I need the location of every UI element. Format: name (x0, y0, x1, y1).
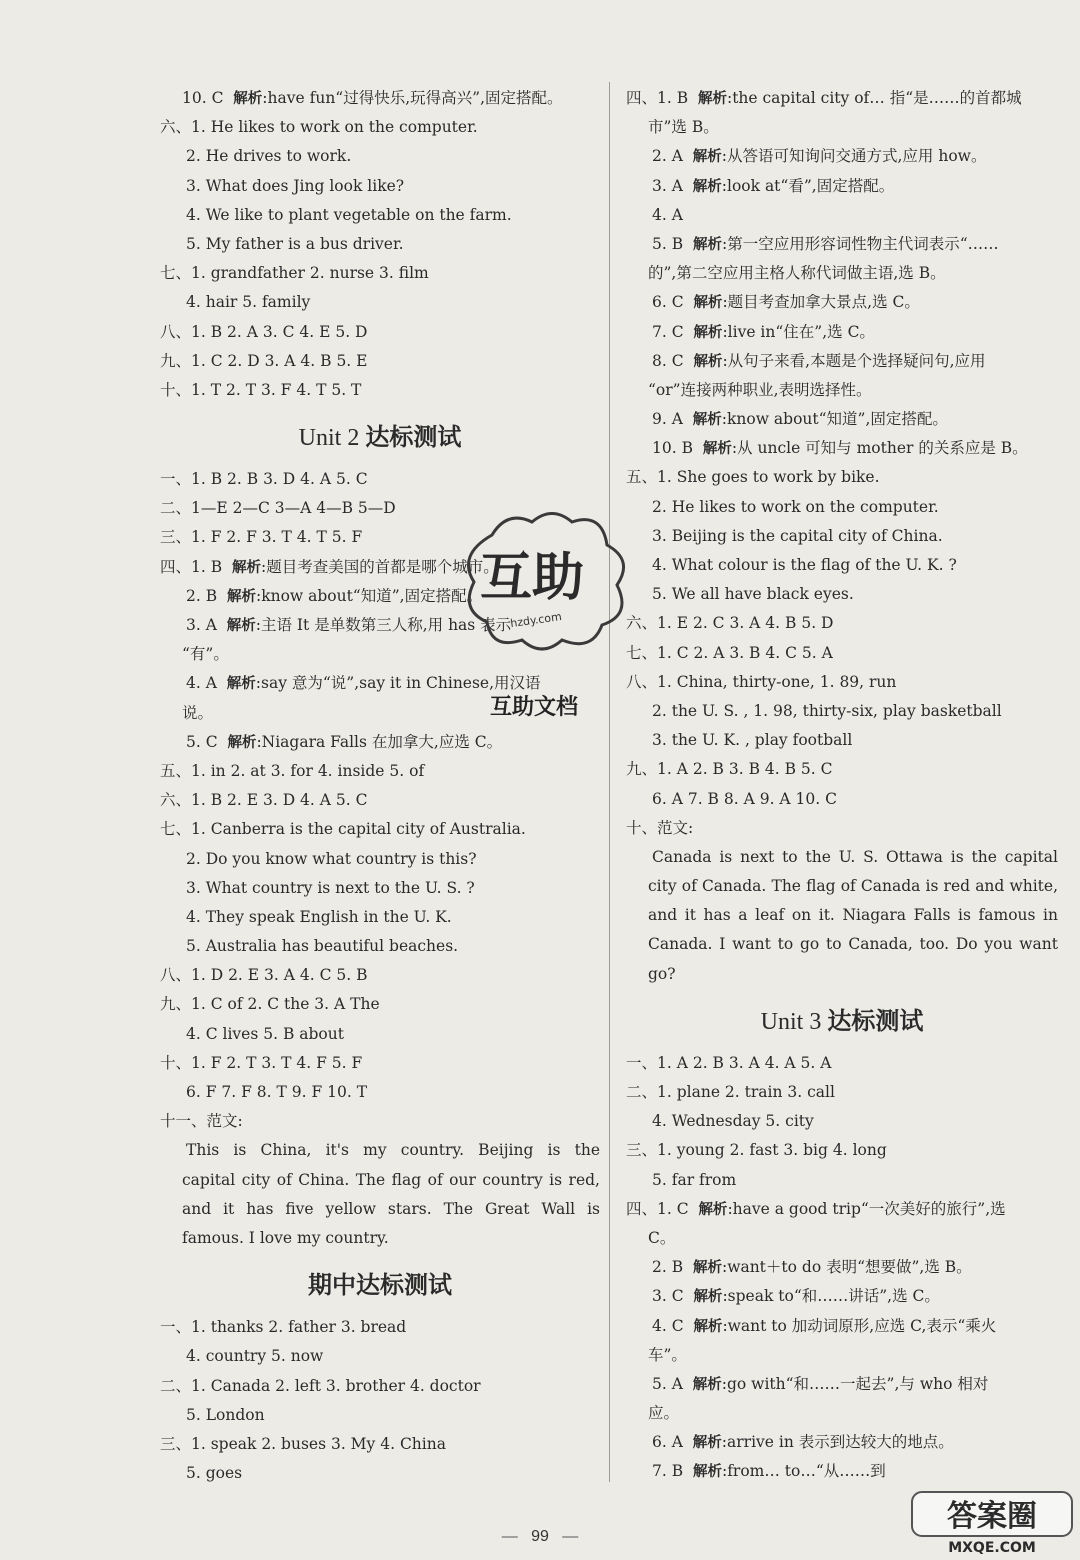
text-line (160, 932, 600, 961)
line-text: famous. I love my country. (182, 1228, 389, 1247)
text-line (160, 757, 600, 786)
line-text: C。 (648, 1228, 676, 1247)
line-text: 2. He drives to work. (186, 147, 352, 166)
item-label: 4. C (652, 1316, 684, 1335)
text-line (626, 84, 1058, 113)
text-line (626, 1224, 1058, 1253)
line-text: :arrive in 表示到达较大的地点。 (721, 1433, 954, 1452)
answer-circle-logo (908, 1488, 1076, 1558)
text-line (626, 843, 1058, 872)
line-text: 二、1. plane 2. train 3. call (626, 1083, 835, 1101)
text-line (160, 376, 600, 405)
watermark-stamp-url: hzdy.com (509, 610, 563, 631)
left-block-midterm (160, 1313, 600, 1488)
text-line (626, 1078, 1058, 1107)
text-line (626, 901, 1058, 930)
line-text: 三、1. speak 2. buses 3. My 4. China (160, 1434, 446, 1453)
line-text: 2. Do you know what country is this? (186, 849, 477, 868)
line-text: 九、1. A 2. B 3. B 4. B 5. C (626, 760, 833, 779)
analysis-keyword: 解析 (693, 295, 723, 312)
text-line (626, 668, 1058, 697)
line-text: 一、1. thanks 2. father 3. bread (160, 1318, 407, 1337)
text-line (160, 845, 600, 874)
line-text: 一、1. A 2. B 3. A 4. A 5. A (626, 1053, 832, 1072)
analysis-keyword: 解析 (693, 324, 723, 341)
text-line (160, 1078, 600, 1107)
text-line (626, 551, 1058, 580)
analysis-keyword: 解析 (693, 1289, 723, 1306)
text-line (626, 434, 1058, 463)
text-line (160, 1166, 600, 1195)
line-text: :from… to…“从……到 (721, 1462, 886, 1481)
item-label: 四、1. C (626, 1199, 689, 1218)
item-label: 10. B (652, 439, 693, 458)
line-text: “or”连接两种职业,表明选择性。 (648, 380, 872, 399)
text-line (626, 755, 1058, 784)
item-label: 5. C (186, 732, 218, 751)
line-text: 3. the U. K. , play football (652, 731, 853, 750)
line-text: 五、1. in 2. at 3. for 4. inside 5. of (160, 761, 425, 780)
text-line (626, 201, 1058, 230)
line-text: :say 意为“说”,say it in Chinese,用汉语 (255, 674, 541, 693)
line-text: 3. What does Jing look like? (186, 176, 405, 195)
analysis-keyword: 解析 (693, 1318, 723, 1335)
text-line (160, 903, 600, 932)
text-line (626, 493, 1058, 522)
analysis-keyword: 解析 (226, 588, 256, 605)
text-line (626, 1428, 1058, 1457)
analysis-keyword: 解析 (227, 734, 257, 751)
text-line (626, 639, 1058, 668)
text-line (626, 463, 1058, 492)
text-line (160, 84, 600, 113)
left-block-unit1-tail (160, 84, 600, 405)
text-line (160, 230, 600, 259)
analysis-keyword: 解析 (692, 1260, 722, 1277)
text-line (626, 814, 1058, 843)
item-label: 5. A (652, 1374, 683, 1393)
text-line (160, 172, 600, 201)
text-line (626, 405, 1058, 434)
text-line (626, 1253, 1058, 1282)
line-text: 应。 (648, 1404, 680, 1423)
text-line (626, 522, 1058, 551)
text-line (626, 930, 1058, 959)
text-line (160, 1195, 600, 1224)
text-line (626, 172, 1058, 201)
logo-url: MXQE.COM (948, 1540, 1036, 1556)
line-text: 三、1. F 2. F 3. T 4. T 5. F (160, 528, 363, 547)
line-text: :the capital city of… 指“是……的首都城 (726, 89, 1022, 107)
line-text: 七、1. C 2. A 3. B 4. C 5. A (626, 643, 833, 662)
text-line (160, 201, 600, 230)
text-line (626, 785, 1058, 814)
line-text: :want＋to do 表明“想要做”,选 B。 (721, 1258, 972, 1277)
line-text: :speak to“和……讲话”,选 C。 (722, 1287, 940, 1306)
text-line (160, 1107, 600, 1136)
analysis-keyword: 解析 (692, 1464, 722, 1481)
line-text: :从 uncle 可知与 mother 的关系应是 B。 (731, 439, 1028, 458)
analysis-keyword: 解析 (692, 412, 722, 429)
heading-unit2: Unit 2 达标测试 (298, 423, 462, 452)
heading-unit3: Unit 3 达标测试 (760, 1006, 924, 1035)
line-text: 4. Wednesday 5. city (652, 1112, 814, 1131)
text-line (626, 142, 1058, 171)
text-line (626, 1341, 1058, 1370)
text-line (160, 961, 600, 990)
line-text: 5. My father is a bus driver. (186, 234, 404, 253)
line-text: 九、1. C 2. D 3. A 4. B 5. E (160, 351, 368, 370)
line-text: 十、1. F 2. T 3. T 4. F 5. F (160, 1053, 363, 1072)
line-text: 5. goes (186, 1464, 243, 1483)
line-text: 5. London (186, 1405, 265, 1424)
line-text: 七、1. grandfather 2. nurse 3. film (160, 264, 429, 283)
text-line (626, 1312, 1058, 1341)
line-text: 4. hair 5. family (186, 293, 311, 312)
analysis-keyword: 解析 (692, 1376, 722, 1393)
line-text: 一、1. B 2. B 3. D 4. A 5. C (160, 470, 368, 489)
line-text: 4. C lives 5. B about (186, 1024, 344, 1043)
line-text: :题目考查加拿大景点,选 C。 (722, 293, 920, 312)
line-text: 4. country 5. now (186, 1347, 324, 1366)
text-line (626, 318, 1058, 347)
item-label: 2. B (186, 586, 218, 605)
line-text: :go with“和……一起去”,与 who 相对 (721, 1374, 989, 1393)
line-text: 4. They speak English in the U. K. (186, 907, 452, 926)
line-text: 三、1. young 2. fast 3. big 4. long (626, 1141, 887, 1160)
text-line (626, 1195, 1058, 1224)
text-line (160, 1430, 600, 1459)
text-line (160, 318, 600, 347)
item-label: 3. A (652, 176, 683, 195)
text-line (160, 113, 600, 142)
line-text: :have fun“过得快乐,玩得高兴”,固定搭配。 (262, 89, 563, 107)
line-text: 说。 (182, 703, 214, 722)
analysis-keyword: 解析 (692, 178, 722, 195)
item-label: 3. C (652, 1287, 684, 1306)
analysis-keyword: 解析 (698, 1201, 728, 1218)
line-text: and it has five yellow stars. The Great Wall is (182, 1199, 600, 1218)
page-number: 99 (531, 1528, 549, 1545)
right-column (626, 84, 1058, 1487)
item-label: 8. C (652, 351, 684, 370)
text-line (626, 230, 1058, 259)
text-line (160, 728, 600, 757)
line-text: Canada is next to the U. S. Ottawa is the capital (652, 847, 1058, 866)
analysis-keyword: 解析 (226, 676, 256, 693)
line-text: 六、1. E 2. C 3. A 4. B 5. D (626, 614, 834, 633)
text-line (160, 1136, 600, 1165)
text-line (626, 872, 1058, 901)
analysis-keyword: 解析 (692, 149, 722, 166)
logo-text: 答案圈 (947, 1499, 1037, 1534)
line-text: :从答语可知询问交通方式,应用 how。 (721, 147, 987, 166)
text-line (160, 1459, 600, 1488)
watermark-stamp-text: 互助 (480, 548, 585, 608)
heading-midterm: 期中达标测试 (308, 1271, 452, 1300)
line-text: 二、1—E 2—C 3—A 4—B 5—D (160, 499, 396, 518)
text-line (626, 580, 1058, 609)
analysis-keyword: 解析 (226, 618, 256, 634)
right-block-unit3 (626, 1049, 1058, 1487)
text-line (626, 960, 1058, 989)
text-line (160, 1049, 600, 1078)
line-text: 2. He likes to work on the computer. (652, 497, 939, 516)
line-text: :live in“住在”,选 C。 (722, 322, 875, 341)
line-text: 3. Beijing is the capital city of China. (652, 526, 943, 545)
line-text: 6. A 7. B 8. A 9. A 10. C (652, 789, 837, 808)
text-line (160, 142, 600, 171)
analysis-keyword: 解析 (702, 441, 732, 458)
text-line (160, 1020, 600, 1049)
line-text: 八、1. B 2. A 3. C 4. E 5. D (160, 322, 368, 341)
line-text: 5. Australia has beautiful beaches. (186, 937, 459, 956)
line-text: capital city of China. The flag of our country is red, (182, 1170, 600, 1189)
text-line (626, 1282, 1058, 1311)
item-label: 7. C (652, 322, 684, 341)
line-text: :know about“知道”,固定搭配。 (721, 410, 948, 429)
watermark-stamp (452, 500, 642, 660)
text-line (160, 874, 600, 903)
text-line (160, 259, 600, 288)
text-line (626, 726, 1058, 755)
text-line (160, 815, 600, 844)
line-text: 七、1. Canberra is the capital city of Australia. (160, 820, 526, 839)
line-text: 六、1. B 2. E 3. D 4. A 5. C (160, 791, 368, 810)
text-line (626, 609, 1058, 638)
item-label: 4. A (186, 674, 217, 693)
line-text: :have a good trip“一次美好的旅行”,选 (727, 1199, 1006, 1218)
line-text: :第一空应用形容词性物主代词表示“…… (721, 234, 999, 253)
line-text: 6. F 7. F 8. T 9. F 10. T (186, 1083, 368, 1101)
text-line (626, 697, 1058, 726)
analysis-keyword: 解析 (231, 559, 261, 576)
line-text: city of Canada. The flag of Canada is red and white, (648, 877, 1058, 896)
line-text: 4. A (652, 205, 683, 224)
text-line (626, 376, 1058, 405)
line-text: 九、1. C of 2. C the 3. A The (160, 995, 380, 1014)
text-line (626, 1399, 1058, 1428)
line-text: 八、1. D 2. E 3. A 4. C 5. B (160, 966, 368, 985)
text-line (626, 1049, 1058, 1078)
line-text: 车”。 (648, 1345, 687, 1364)
analysis-keyword: 解析 (693, 353, 723, 370)
text-line (160, 465, 600, 494)
line-text: :look at“看”,固定搭配。 (721, 176, 895, 195)
text-line (160, 1372, 600, 1401)
left-column (160, 84, 600, 1488)
item-label: 6. C (652, 293, 684, 312)
item-label: 5. B (652, 234, 684, 253)
line-text: 五、1. She goes to work by bike. (626, 468, 880, 487)
line-text: :want to 加动词原形,应选 C,表示“乘火 (722, 1316, 997, 1335)
analysis-keyword: 解析 (692, 1435, 722, 1452)
line-text: 3. What country is next to the U. S. ? (186, 878, 475, 897)
text-line (160, 1224, 600, 1253)
text-line (626, 288, 1058, 317)
line-text: 市”选 B。 (648, 118, 719, 137)
item-label: 四、1. B (626, 89, 689, 107)
column-divider (609, 82, 610, 1482)
text-line (626, 113, 1058, 142)
line-text: 八、1. China, thirty-one, 1. 89, run (626, 672, 897, 691)
analysis-keyword: 解析 (692, 236, 722, 253)
line-text: 5. far from (652, 1170, 737, 1189)
line-text: 十一、范文: (160, 1112, 243, 1131)
line-text: :从句子来看,本题是个选择疑问句,应用 (722, 351, 986, 370)
text-line (626, 1166, 1058, 1195)
item-label: 9. A (652, 410, 683, 429)
line-text: 2. the U. S. , 1. 98, thirty-six, play basketball (652, 701, 1002, 720)
text-line (160, 288, 600, 317)
watermark-caption: 互助文档 (490, 695, 579, 720)
line-text: 六、1. He likes to work on the computer. (160, 118, 478, 137)
line-text: 4. We like to plant vegetable on the farm. (186, 205, 512, 224)
text-line (626, 1107, 1058, 1136)
item-label: 3. A (186, 616, 217, 634)
line-text: :Niagara Falls 在加拿大,应选 C。 (256, 732, 503, 751)
text-line (160, 1313, 600, 1342)
text-line (160, 990, 600, 1019)
text-line (160, 786, 600, 815)
analysis-keyword: 解析 (697, 91, 727, 107)
line-text: go? (648, 964, 676, 983)
line-text: 二、1. Canada 2. left 3. brother 4. doctor (160, 1376, 481, 1395)
text-line (626, 347, 1058, 376)
line-text: 的”,第二空应用主格人称代词做主语,选 B。 (648, 264, 946, 283)
text-line (160, 1342, 600, 1371)
line-text: 十、范文: (626, 818, 694, 837)
item-label: 四、1. B (160, 557, 223, 576)
item-label: 6. A (652, 1433, 683, 1452)
line-text: and it has a leaf on it. Niagara Falls is famous in (648, 906, 1058, 925)
item-label: 2. B (652, 1258, 684, 1277)
text-line (626, 1370, 1058, 1399)
item-label: 7. B (652, 1462, 684, 1481)
text-line (160, 347, 600, 376)
line-text: Canada. I want to go to Canada, too. Do you want (648, 935, 1058, 954)
right-block-unit2-cont (626, 84, 1058, 989)
line-text: :主语 It 是单数第三人称,用 has 表示 (255, 616, 512, 634)
analysis-keyword: 解析 (233, 91, 263, 107)
line-text: 4. What colour is the flag of the U. K. ? (652, 556, 957, 574)
line-text: 5. We all have black eyes. (652, 585, 854, 604)
item-label: 10. C (182, 89, 224, 107)
item-label: 2. A (652, 147, 683, 166)
text-line (626, 259, 1058, 288)
page-number-row: — 99 — (501, 1528, 579, 1545)
text-line (626, 1457, 1058, 1486)
text-line (160, 1401, 600, 1430)
line-text: This is China, it's my country. Beijing is the (186, 1141, 600, 1160)
text-line (626, 1136, 1058, 1165)
line-text: 十、1. T 2. T 3. F 4. T 5. T (160, 380, 362, 399)
line-text: :题目考查美国的首都是哪个城市。 (260, 557, 499, 576)
line-text: :know about“知道”,固定搭配。 (255, 586, 483, 605)
line-text: “有”。 (182, 645, 229, 664)
